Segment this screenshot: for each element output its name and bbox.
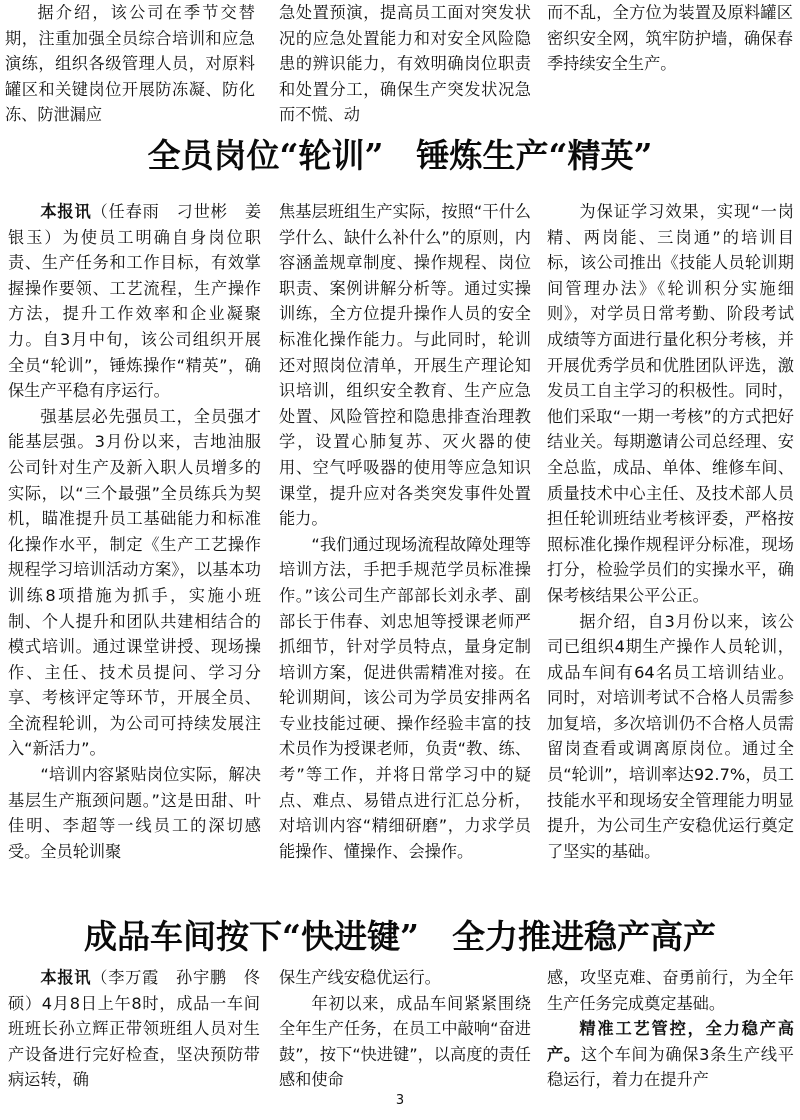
byline-lead: 本报讯 (40, 968, 92, 987)
subheading: 精准工艺管控，全力稳产高产。 (547, 1019, 794, 1064)
paragraph (547, 1016, 794, 1093)
paragraph: 而不乱，全方位为装置及原料罐区密织安全网，筑牢防护墙，确保春季持续安全生产。 (547, 3, 793, 74)
paragraph: 急处置预演，提高员工面对突发状况的应急处置能力和对安全风险隐患的辨识能力，有效明确岗位职责和处置分工，确保生产突发状况急而不慌、动 (279, 3, 531, 125)
paragraph-text: 这个车间为确保3条生产线平稳运行，着力在提升产 (547, 1044, 794, 1090)
paragraph: 保生产线安稳优运行。 (279, 968, 441, 987)
article-2-column-1 (8, 965, 260, 1093)
paragraph: 强基层必先强员工，全员强才能基层强。3月份以来，吉地油服公司针对生产及新入职人员增多的实际，以“三个最强”全员练兵为契机，瞄准提升员工基础能力和标准化操作水平，制定《生产工艺操作规程学习培训活动方案》，以基本功训练8项措施为抓手，实施小班制、个人提升和团队共建相结合的模式培训。通过课堂讲授、现场操作、主任、技术员提问、学习分享、考核评定等环节，开展全员、全流程轮训，为公司可持续发展注入“新活力”。 (8, 406, 261, 759)
article-1-column-1 (8, 199, 261, 909)
paragraph-text: （李万霞 孙宇鹏 佟硕）4月8日上午8时，成品一车间班班长孙立辉正带领班组人员对生产设备进行完好检查，坚决预防带病运转，确 (8, 968, 260, 1090)
article-1-column-2 (279, 199, 531, 909)
paragraph: 为保证学习效果，实现“一岗精、两岗能、三岗通”的培训目标，该公司推出《技能人员轮训期间管理办法》《轮训积分实施细则》，对学员日常考勤、阶段考试成绩等方面进行量化积分考核，并开展优秀学员和优胜团队评选，激发员工自主学习的积极性。同时，他们采取“一期一考核”的方式把好结业关。每期邀请公司总经理、安全总监，成品、单体、维修车间、质量技术中心主任、及技术部人员担任轮训班结业考核评委，严格按照标准化操作规程评分标准，现场打分，检验学员们的实操水平，确保考核结果公平公正。 (547, 202, 794, 605)
paragraph: 据介绍，自3月份以来，该公司已组织4期生产操作人员轮训，成品车间有64名员工培训结业。同时，对培训考试不合格人员需参加复培，多次培训仍不合格人员需留岗查看或调离原岗位。通过全员“轮训”，培训率达92.7%，员工技能水平和现场安全管理能力明显提升，为公司生产安稳优运行奠定了坚实的基础。 (547, 611, 794, 861)
paragraph-text: （任春雨 刁世彬 姜银玉）为使员工明确自身岗位职责、生产任务和工作目标，有效掌握操作要领、工艺流程，生产操作方法，提升工作效率和企业凝聚力。自3月中旬，该公司组织开展全员“轮训”，锤炼操作“精英”，确保生产平稳有序运行。 (8, 202, 261, 401)
paragraph: 焦基层班组生产实际，按照“干什么学什么、缺什么补什么”的原则，内容涵盖规章制度、操作规程、岗位职责、案例讲解分析等。通过实操训练，全方位提升操作人员的安全标准化操作能力。与此同时，轮训还对照岗位清单，开展生产理论知识培训，组织安全教育、生产应急处置、风险管控和隐患排查治理教学，设置心肺复苏、灭火器的使用、空气呼吸器的使用等应急知识课堂，提升应对各类突发事件处置能力。 (279, 202, 531, 529)
top-article-column-3 (547, 0, 793, 130)
paragraph: 年初以来，成品车间紧紧围绕全年生产任务，在员工中敲响“奋进鼓”，按下“快进键”，以高度的责任感和使命 (279, 993, 531, 1090)
paragraph (8, 199, 261, 404)
byline-lead: 本报讯 (40, 202, 92, 221)
article-2-column-2 (279, 965, 531, 1093)
paragraph: “我们通过现场流程故障处理等培训方法，手把手规范学员标准操作。”该公司生产部部长刘永孝、副部长于伟春、刘忠旭等授课老师严抓细节，针对学员特点，量身定制培训方案，促进供需精准对接。在轮训期间，该公司为学员安排两名专业技能过硬、操作经验丰富的技术员作为授课老师，负责“教、练、考”等工作，并将日常学习中的疑点、难点、易错点进行汇总分析，对培训内容“精细研磨”，力求学员能操作、懂操作、会操作。 (279, 534, 531, 861)
page-number: 3 (395, 1093, 405, 1108)
article-2-column-3 (547, 965, 794, 1093)
article-1-headline: 全员岗位“轮训” 锤炼生产“精英” (147, 136, 653, 175)
article-2-headline: 成品车间按下“快进键” 全力推进稳产高产 (84, 917, 716, 956)
article-1-column-3 (547, 199, 794, 909)
top-article-column-1 (5, 0, 255, 130)
paragraph: “培训内容紧贴岗位实际，解决基层生产瓶颈问题。”这是田甜、叶佳明、李超等一线员工的深切感受。全员轮训聚 (8, 765, 261, 861)
paragraph: 据介绍，该公司在季节交替期，注重加强全员综合培训和应急演练，组织各级管理人员，对原料罐区和关键岗位开展防冻凝、防化冻、防泄漏应 (5, 3, 255, 125)
top-article-column-2 (279, 0, 531, 130)
paragraph (8, 965, 260, 1093)
paragraph: 感，攻坚克难、奋勇前行，为全年生产任务完成奠定基础。 (547, 968, 794, 1013)
